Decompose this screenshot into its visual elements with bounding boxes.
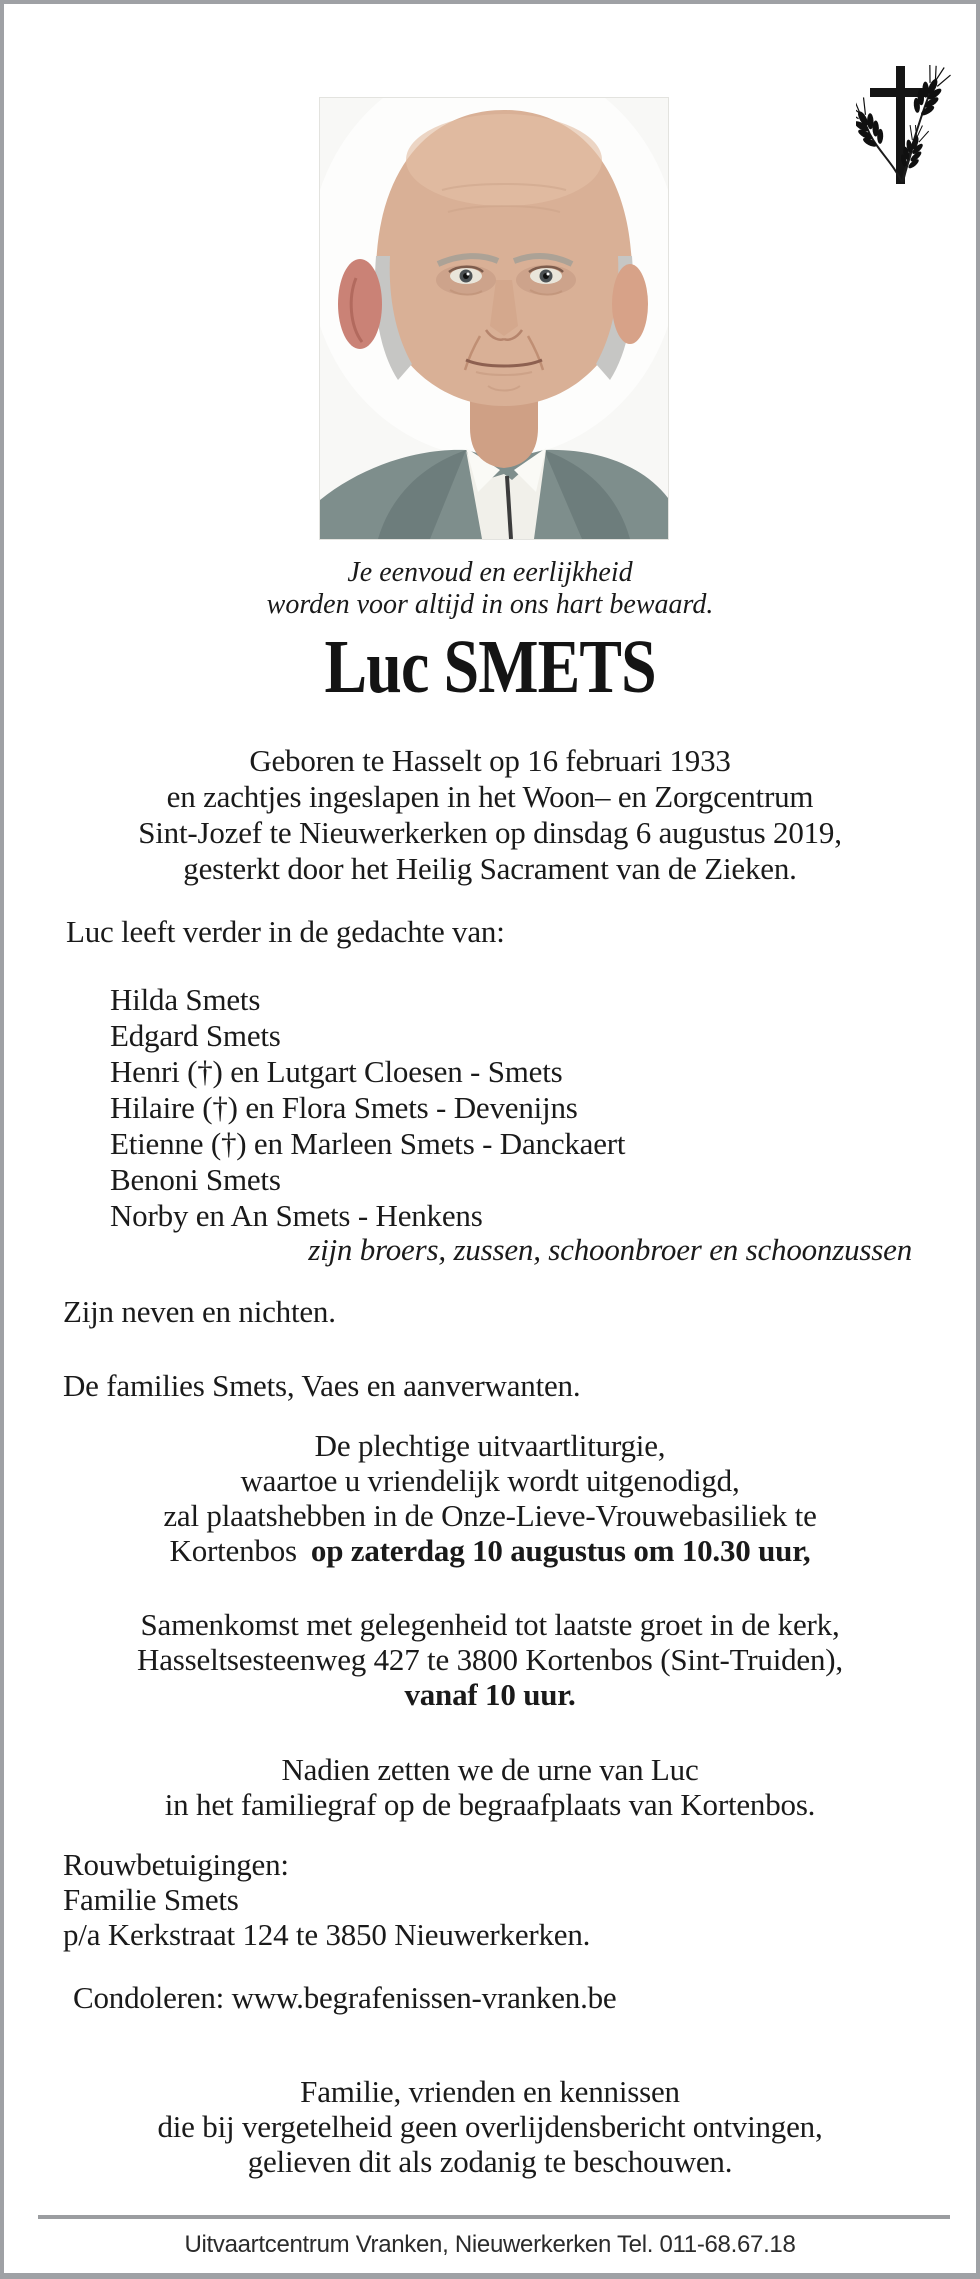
- family-member: Benoni Smets: [110, 1162, 281, 1197]
- urn-line: Nadien zetten we de urne van Luc: [281, 1752, 699, 1787]
- nieces-line: Zijn neven en nichten.: [63, 1294, 336, 1329]
- funeral-service-block: [4, 1428, 976, 1568]
- portrait-photo-image: [320, 98, 668, 539]
- deceased-name-block: [4, 623, 976, 732]
- urn-block: [4, 1752, 976, 1822]
- funeral-line: De plechtige uitvaartliturgie,: [314, 1428, 666, 1463]
- gathering-time: vanaf 10 uur.: [404, 1677, 576, 1712]
- family-member: Hilda Smets: [110, 982, 261, 1017]
- gathering-line: Samenkomst met gelegenheid tot laatste groet in de kerk,: [140, 1607, 840, 1642]
- cross-wheat-icon: [856, 54, 956, 194]
- condolence-address-block: [63, 1847, 936, 1952]
- family-member: Hilaire (†) en Flora Smets - Devenijns: [110, 1090, 578, 1125]
- notice-line: gelieven dit als zodanig te beschouwen.: [247, 2144, 733, 2179]
- funeral-line: zal plaatshebben in de Onze-Lieve-Vrouwebasiliek te: [163, 1498, 817, 1533]
- condolence-address-line: p/a Kerkstraat 124 te 3850 Nieuwerkerken.: [63, 1917, 591, 1952]
- footer-divider: [38, 2215, 950, 2219]
- portrait-photo: [320, 98, 668, 539]
- quote-line: worden voor altijd in ons hart bewaard.: [266, 589, 714, 620]
- urn-line: in het familiegraf op de begraafplaats van Kortenbos.: [164, 1787, 816, 1822]
- quote-line: Je eenvoud en eerlijkheid: [347, 557, 633, 588]
- life-dates-line: Geboren te Hasselt op 16 februari 1933: [249, 743, 731, 778]
- family-relation-note: zijn broers, zussen, schoonbroer en schoonzussen: [308, 1232, 912, 1267]
- notice-line: die bij vergetelheid geen overlijdensbericht ontvingen,: [157, 2109, 823, 2144]
- notice-block: [4, 2074, 976, 2179]
- life-dates-line: en zachtjes ingeslapen in het Woon– en Zorgcentrum: [166, 779, 814, 814]
- deceased-name: Luc SMETS: [324, 625, 656, 709]
- cross-wheat-graphic: [856, 54, 956, 194]
- condolence-address-line: Familie Smets: [63, 1882, 239, 1917]
- funeral-location: Kortenbos: [169, 1533, 297, 1568]
- gathering-block: [4, 1607, 976, 1712]
- memorial-quote: [4, 557, 976, 621]
- family-list: [110, 982, 936, 1234]
- family-member: Norby en An Smets - Henkens: [110, 1198, 483, 1233]
- families-line: De families Smets, Vaes en aanverwanten.: [63, 1368, 581, 1403]
- life-dates: [4, 743, 976, 887]
- funeral-line: waartoe u vriendelijk wordt uitgenodigd,: [240, 1463, 740, 1498]
- gathering-line: Hasseltsesteenweg 427 te 3800 Kortenbos (Sint-Truiden),: [137, 1642, 843, 1677]
- funeral-home-footer: Uitvaartcentrum Vranken, Nieuwerkerken Tel. 011-68.67.18: [184, 2231, 796, 2258]
- family-intro: Luc leeft verder in de gedachte van:: [66, 914, 505, 949]
- family-member: Etienne (†) en Marleen Smets - Danckaert: [110, 1126, 626, 1161]
- life-dates-line: gesterkt door het Heilig Sacrament van de Zieken.: [183, 851, 797, 886]
- family-member: Edgard Smets: [110, 1018, 281, 1053]
- condolence-address-line: Rouwbetuigingen:: [63, 1847, 289, 1882]
- funeral-datetime-line: [4, 1533, 976, 1568]
- notice-line: Familie, vrienden en kennissen: [300, 2074, 680, 2109]
- condolence-website-line: Condoleren: www.begrafenissen-vranken.be: [73, 1980, 617, 2015]
- funeral-datetime: op zaterdag 10 augustus om 10.30 uur,: [310, 1533, 811, 1568]
- family-member: Henri (†) en Lutgart Cloesen - Smets: [110, 1054, 563, 1089]
- life-dates-line: Sint-Jozef te Nieuwerkerken op dinsdag 6 augustus 2019,: [138, 815, 842, 850]
